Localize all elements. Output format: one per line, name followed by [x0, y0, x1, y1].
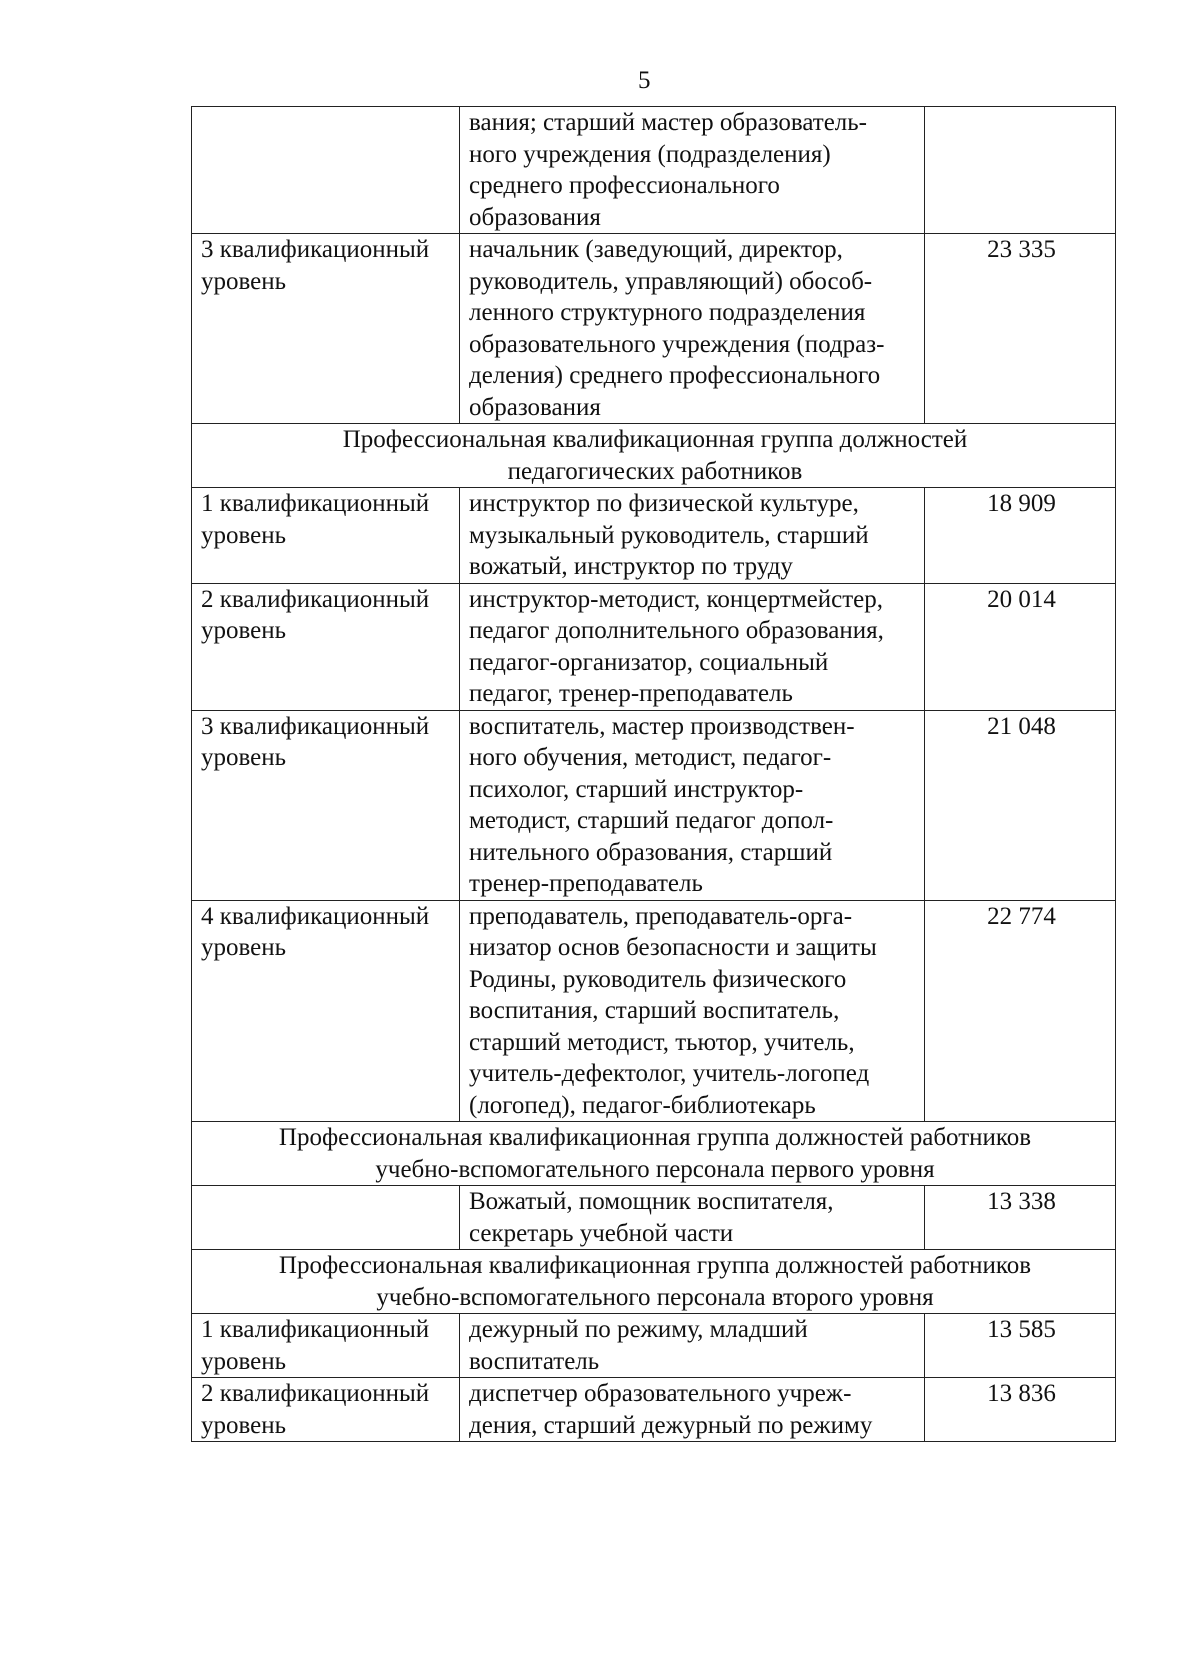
positions-cell: вания; старший мастер образователь- ного учреждения (подразделения) среднего профессионального образования: [460, 107, 925, 234]
positions-cell: инструктор по физической культуре, музыкальный руководитель, старший вожатый, инструктор по труду: [460, 488, 925, 584]
salary-cell: 13 585: [925, 1314, 1116, 1378]
table-row: [192, 1186, 1116, 1250]
salary-cell: 21 048: [925, 710, 1116, 900]
table-row: [192, 900, 1116, 1122]
positions-cell: инструктор-методист, концертмейстер, педагог дополнительного образования, педагог-организатор, социальный педагог, тренер-преподаватель: [460, 583, 925, 710]
table-row: [192, 107, 1116, 234]
salary-cell: 13 836: [925, 1378, 1116, 1442]
group-header-row: [192, 1122, 1116, 1186]
table-row: [192, 1378, 1116, 1442]
salary-cell: 13 338: [925, 1186, 1116, 1250]
qualification-level-cell: 4 квалификационный уровень: [192, 900, 460, 1122]
group-header-row: [192, 424, 1116, 488]
salary-cell: 22 774: [925, 900, 1116, 1122]
salary-cell: 23 335: [925, 234, 1116, 424]
qualification-level-cell: 2 квалификационный уровень: [192, 1378, 460, 1442]
positions-cell: дежурный по режиму, младший воспитатель: [460, 1314, 925, 1378]
salary-table-body: [192, 107, 1116, 1442]
table-row: [192, 583, 1116, 710]
positions-cell: диспетчер образовательного учреж- дения, старший дежурный по режиму: [460, 1378, 925, 1442]
salary-cell: 20 014: [925, 583, 1116, 710]
group-title: Профессиональная квалификационная группа должностей педагогических работников: [192, 424, 1116, 488]
positions-cell: начальник (заведующий, директор, руководитель, управляющий) обособ- ленного структурного подразделения образовательного учреждения (подраз- деления) среднего профессионального образования: [460, 234, 925, 424]
page-number: 5: [638, 67, 651, 94]
group-title: Профессиональная квалификационная группа должностей работников учебно-вспомогательного персонала второго уровня: [192, 1250, 1116, 1314]
qualification-level-cell: 1 квалификационный уровень: [192, 488, 460, 584]
qualification-level-cell: [192, 1186, 460, 1250]
salary-table: [191, 106, 1116, 1442]
qualification-level-cell: 3 квалификационный уровень: [192, 710, 460, 900]
positions-cell: преподаватель, преподаватель-орга- низатор основ безопасности и защиты Родины, руководитель физического воспитания, старший воспитатель, старший методист, тьютор, учитель, учитель-дефектолог, учитель-логопед (логопед), педагог-библиотекарь: [460, 900, 925, 1122]
table-row: [192, 710, 1116, 900]
group-header-row: [192, 1250, 1116, 1314]
positions-cell: воспитатель, мастер производствен- ного обучения, методист, педагог- психолог, старший инструктор- методист, старший педагог допол- нительного образования, старший тренер-преподаватель: [460, 710, 925, 900]
qualification-level-cell: [192, 107, 460, 234]
positions-cell: Вожатый, помощник воспитателя, секретарь учебной части: [460, 1186, 925, 1250]
qualification-level-cell: 2 квалификационный уровень: [192, 583, 460, 710]
salary-cell: [925, 107, 1116, 234]
table-row: [192, 234, 1116, 424]
qualification-level-cell: 1 квалификационный уровень: [192, 1314, 460, 1378]
group-title: Профессиональная квалификационная группа должностей работников учебно-вспомогательного персонала первого уровня: [192, 1122, 1116, 1186]
table-row: [192, 1314, 1116, 1378]
qualification-level-cell: 3 квалификационный уровень: [192, 234, 460, 424]
salary-cell: 18 909: [925, 488, 1116, 584]
table-row: [192, 488, 1116, 584]
